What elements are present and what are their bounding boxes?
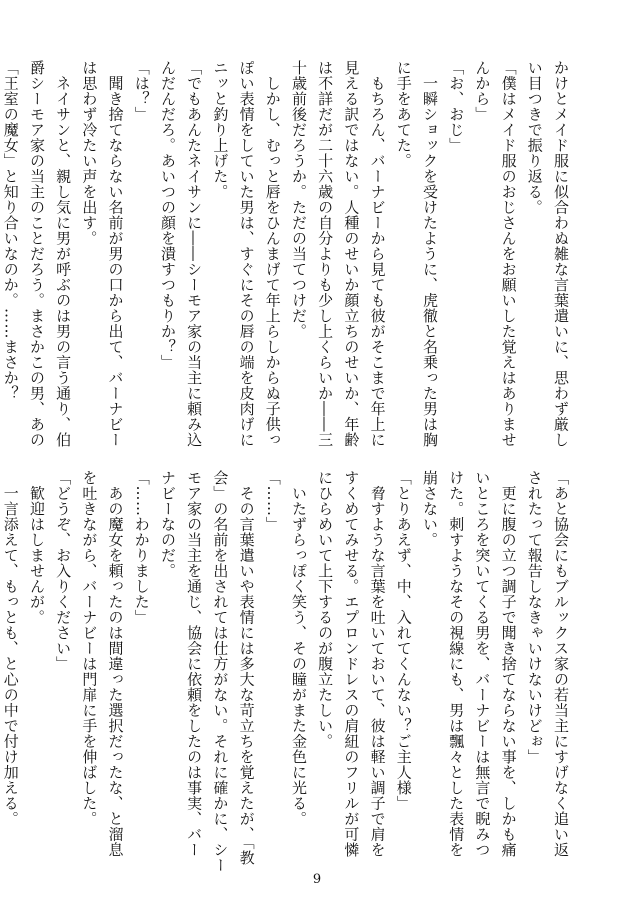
- text-line: 一言添えて、もっとも、と心の中で付け加える。: [1, 470, 20, 827]
- text-line: は思わず冷たい声を出す。: [80, 60, 99, 246]
- text-line: んから」: [473, 60, 492, 122]
- text-line: ナビーなのだ。: [158, 470, 177, 579]
- text-line: 「お、おじ」: [447, 60, 466, 153]
- text-line: 「は？」: [132, 60, 151, 122]
- text-line: 脅すような言葉を吐いておいて、彼は軽い調子で肩を: [368, 470, 387, 858]
- text-line: モア家の当主を通じ、協会に依頼をしたのは事実、バー: [185, 470, 204, 858]
- text-line: にひらめいて上下するのが腹立たしい。: [316, 470, 335, 749]
- text-line: けた。刺すようなその視線にも、男は飄々とした表情を: [447, 470, 466, 858]
- text-line: 「とりあえず、中、入れてくんない？ご主人様」: [394, 470, 413, 811]
- text-line: に手をあてた。: [394, 60, 413, 169]
- text-line: 更に腹の立つ調子で聞き捨てならない事を、しかも痛: [499, 470, 518, 858]
- text-line: あの魔女を頼ったのは間違った選択だったな、と溜息: [106, 470, 125, 858]
- text-line: 「王室の魔女」と知り合いなのか。……まさか？: [1, 60, 20, 401]
- text-line: ぽい表情をしていた男は、すぐにその唇の端を皮肉げに: [237, 60, 256, 448]
- text-line: しかし、むっと唇をひんまげて年上らしからぬ子供っ: [263, 60, 282, 448]
- text-line: ネイサンと、親し気に男が呼ぶのは男の言う通り、伯: [54, 60, 73, 448]
- text-line: 十歳前後だろうか。ただの当てつけだ。: [289, 60, 308, 339]
- text-line: 一瞬ショックを受けたように、虎徹と名乗った男は胸: [420, 60, 439, 448]
- text-line: もちろん、バーナビーから見ても彼がそこまで年上に: [368, 60, 387, 448]
- text-line: 見える訳ではない。人種のせいか顔立ちのせいか、年齢: [342, 60, 361, 448]
- text-line: すくめてみせる。エプロンドレスの肩紐のフリルが可憐: [342, 470, 361, 858]
- text-line: 「でもあんたネイサンに――シーモア家の当主に頼み込: [185, 60, 204, 448]
- text-line: いたずらっぽく笑う、その瞳がまた金色に光る。: [289, 470, 308, 827]
- text-line: 聞き捨てならない名前が男の口から出て、バーナビー: [106, 60, 125, 448]
- text-line: は不詳だが二十六歳の自分よりも少し上くらいか――三: [316, 60, 335, 448]
- text-line: 「……わかりました」: [132, 470, 151, 625]
- text-line: を吐きながら、バーナビーは門扉に手を伸ばした。: [80, 470, 99, 827]
- text-line: 会」の名前を出されては仕方がない。それに確かに、シー: [211, 470, 230, 873]
- text-line: かけとメイド服に似合わぬ雑な言葉遣いに、思わず厳し: [552, 60, 570, 448]
- text-column-bottom: [0, 470, 574, 873]
- text-line: い目つきで振り返る。: [525, 60, 544, 215]
- text-line: んだんだろ。あいつの顔を潰すつもりか？」: [158, 60, 177, 370]
- text-line: 「どうぞ、お入りください」: [54, 470, 73, 672]
- text-line: 「……」: [263, 470, 282, 532]
- text-line: ニッと釣り上げた。: [211, 60, 230, 200]
- text-line: 爵シーモア家の当主のことだろう。まさかこの男、あの: [27, 60, 46, 448]
- text-line: その言葉遣いや表情には多大な苛立ちを覚えたが、「教: [237, 470, 256, 866]
- text-line: されたって報告しなきゃいけないけどぉ」: [525, 470, 544, 765]
- text-line: 「あと協会にもブルックス家の若当主にすげなく追い返: [552, 470, 570, 858]
- text-line: 「僕はメイド服のおじさんをお願いした覚えはありませ: [499, 60, 518, 448]
- text-line: いところを突いてくる男を、バーナビーは無言で睨みつ: [473, 470, 492, 858]
- text-line: 崩さない。: [420, 470, 439, 548]
- text-column-top: [0, 60, 574, 460]
- text-line: 歓迎はしませんが。: [27, 470, 46, 625]
- page-number: 9: [312, 872, 322, 887]
